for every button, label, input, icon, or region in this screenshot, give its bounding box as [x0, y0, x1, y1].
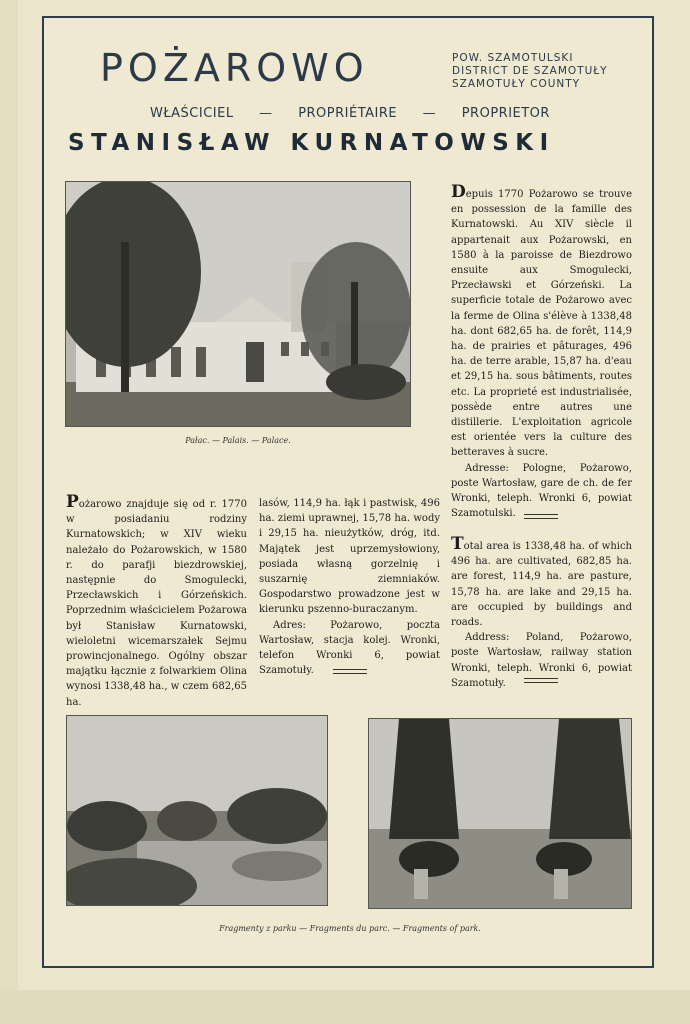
owner-label-pl: WŁAŚCICIEL	[150, 106, 234, 121]
owner-label-en: PROPRIETOR	[461, 106, 550, 121]
district-line-en: SZAMOTUŁY COUNTY	[452, 78, 581, 90]
park-photo-avenue	[368, 718, 632, 909]
english-text-block	[451, 534, 632, 691]
palace-caption: Pałac. — Palais. — Palace.	[185, 436, 291, 445]
district-line-fr: DISTRICT DE SZAMOTUŁY	[452, 65, 608, 77]
french-initial: D	[451, 182, 466, 202]
french-body: epuis 1770 Pożarowo se trouve en possession de la famille des Kurnatowski. Au XIV siècle il appartenait aux Pożarowski, en 1580 à la paroisse de Biezdrowo ensuite aux Smogulecki, Przecławski et Górzeński. La superficie totale de Pożarowo avec la ferme de Olina s'élève à 1338,48 ha. dont 682,65 ha. de forêt, 114,9 ha. de prairies et pâturages, 496 ha. de terre arable, 15,87 ha. d'eau et 29,15 ha. sous bâtiments, routes etc. La proprieté est industrialisée, possède entre autres une distillerie. L'exploitation agricole est orientée vers la culture des betteraves à sucre.	[451, 189, 632, 459]
polish-text-col-2	[259, 496, 440, 678]
paper-bottom-strip	[0, 990, 690, 1024]
district-block	[452, 52, 608, 91]
palace-photo	[65, 181, 411, 427]
divider	[524, 678, 558, 683]
owner-name: STANISŁAW KURNATOWSKI	[68, 130, 555, 156]
polish-text-col-1	[66, 492, 247, 710]
park-caption: Fragmenty z parku — Fragments du parc. — Fragments of park.	[219, 924, 481, 933]
polish-initial: P	[66, 492, 79, 512]
owner-label-dash: —	[422, 106, 437, 121]
park-photo-lake	[66, 715, 328, 906]
paper-edge	[0, 0, 18, 1024]
page-title: POŻAROWO	[100, 46, 369, 90]
district-line-pl: POW. SZAMOTULSKI	[452, 52, 574, 64]
polish-body-1: ożarowo znajduje się od r. 1770 w posiadaniu rodziny Kurnatowskich; w XIV wieku należało do Pożarowskich, w 1580 r. do parafji biezdrowskiej, następnie do Smogulecki, Przecławskich i Górzeńskich. Poprzednim właścicielem Pożarowa był Stanisław Kurnatowski, wieloletni wicemarszałek Sejmu prowincjonalnego. Ogólny obszar majątku łącznie z folwarkiem Olina wynosi 1338,48 ha., w czem 682,65 ha.	[66, 499, 247, 708]
english-body: otal area is 1338,48 ha. of which 496 ha. are cultivated, 682,85 ha. are forest, 114,9 ha. are pasture, 15,78 ha. are lake and 29,15 ha. are occupied by buildings and roads.	[451, 541, 632, 629]
english-paragraph	[451, 534, 632, 630]
french-text-block	[451, 182, 632, 521]
french-address: Adresse: Pologne, Pożarowo, poste Wartosław, gare de ch. de fer Wronki, teleph. Wronki 6, powiat Szamotulski.	[451, 462, 632, 520]
owner-label-dash: —	[259, 106, 273, 121]
divider	[524, 514, 558, 519]
english-initial: T	[451, 534, 464, 554]
owner-label-fr: PROPRIÉTAIRE	[298, 106, 398, 121]
divider	[333, 669, 367, 674]
polish-body-2: lasów, 114,9 ha. łąk i pastwisk, 496 ha. ziemi uprawnej, 15,78 ha. wody i 29,15 ha. nieużytków, dróg, itd. Majątek jest uprzemysłowiony, posiada własną gorzelnię i suszarnię ziemniaków. Gospodarstwo prowadzone jest w kierunku pszenno-buraczanym.	[259, 498, 440, 616]
french-paragraph	[451, 182, 632, 461]
english-address: Address: Poland, Pożarowo, poste Wartosław, railway station Wronki, teleph. Wronki 6, powiat Szamotuły.	[451, 632, 632, 689]
polish-address: Adres: Pożarowo, poczta Wartosław, stacja kolej. Wronki, telefon Wronki 6, powiat Szamotuły.	[259, 619, 440, 677]
owner-label-row	[150, 106, 550, 121]
